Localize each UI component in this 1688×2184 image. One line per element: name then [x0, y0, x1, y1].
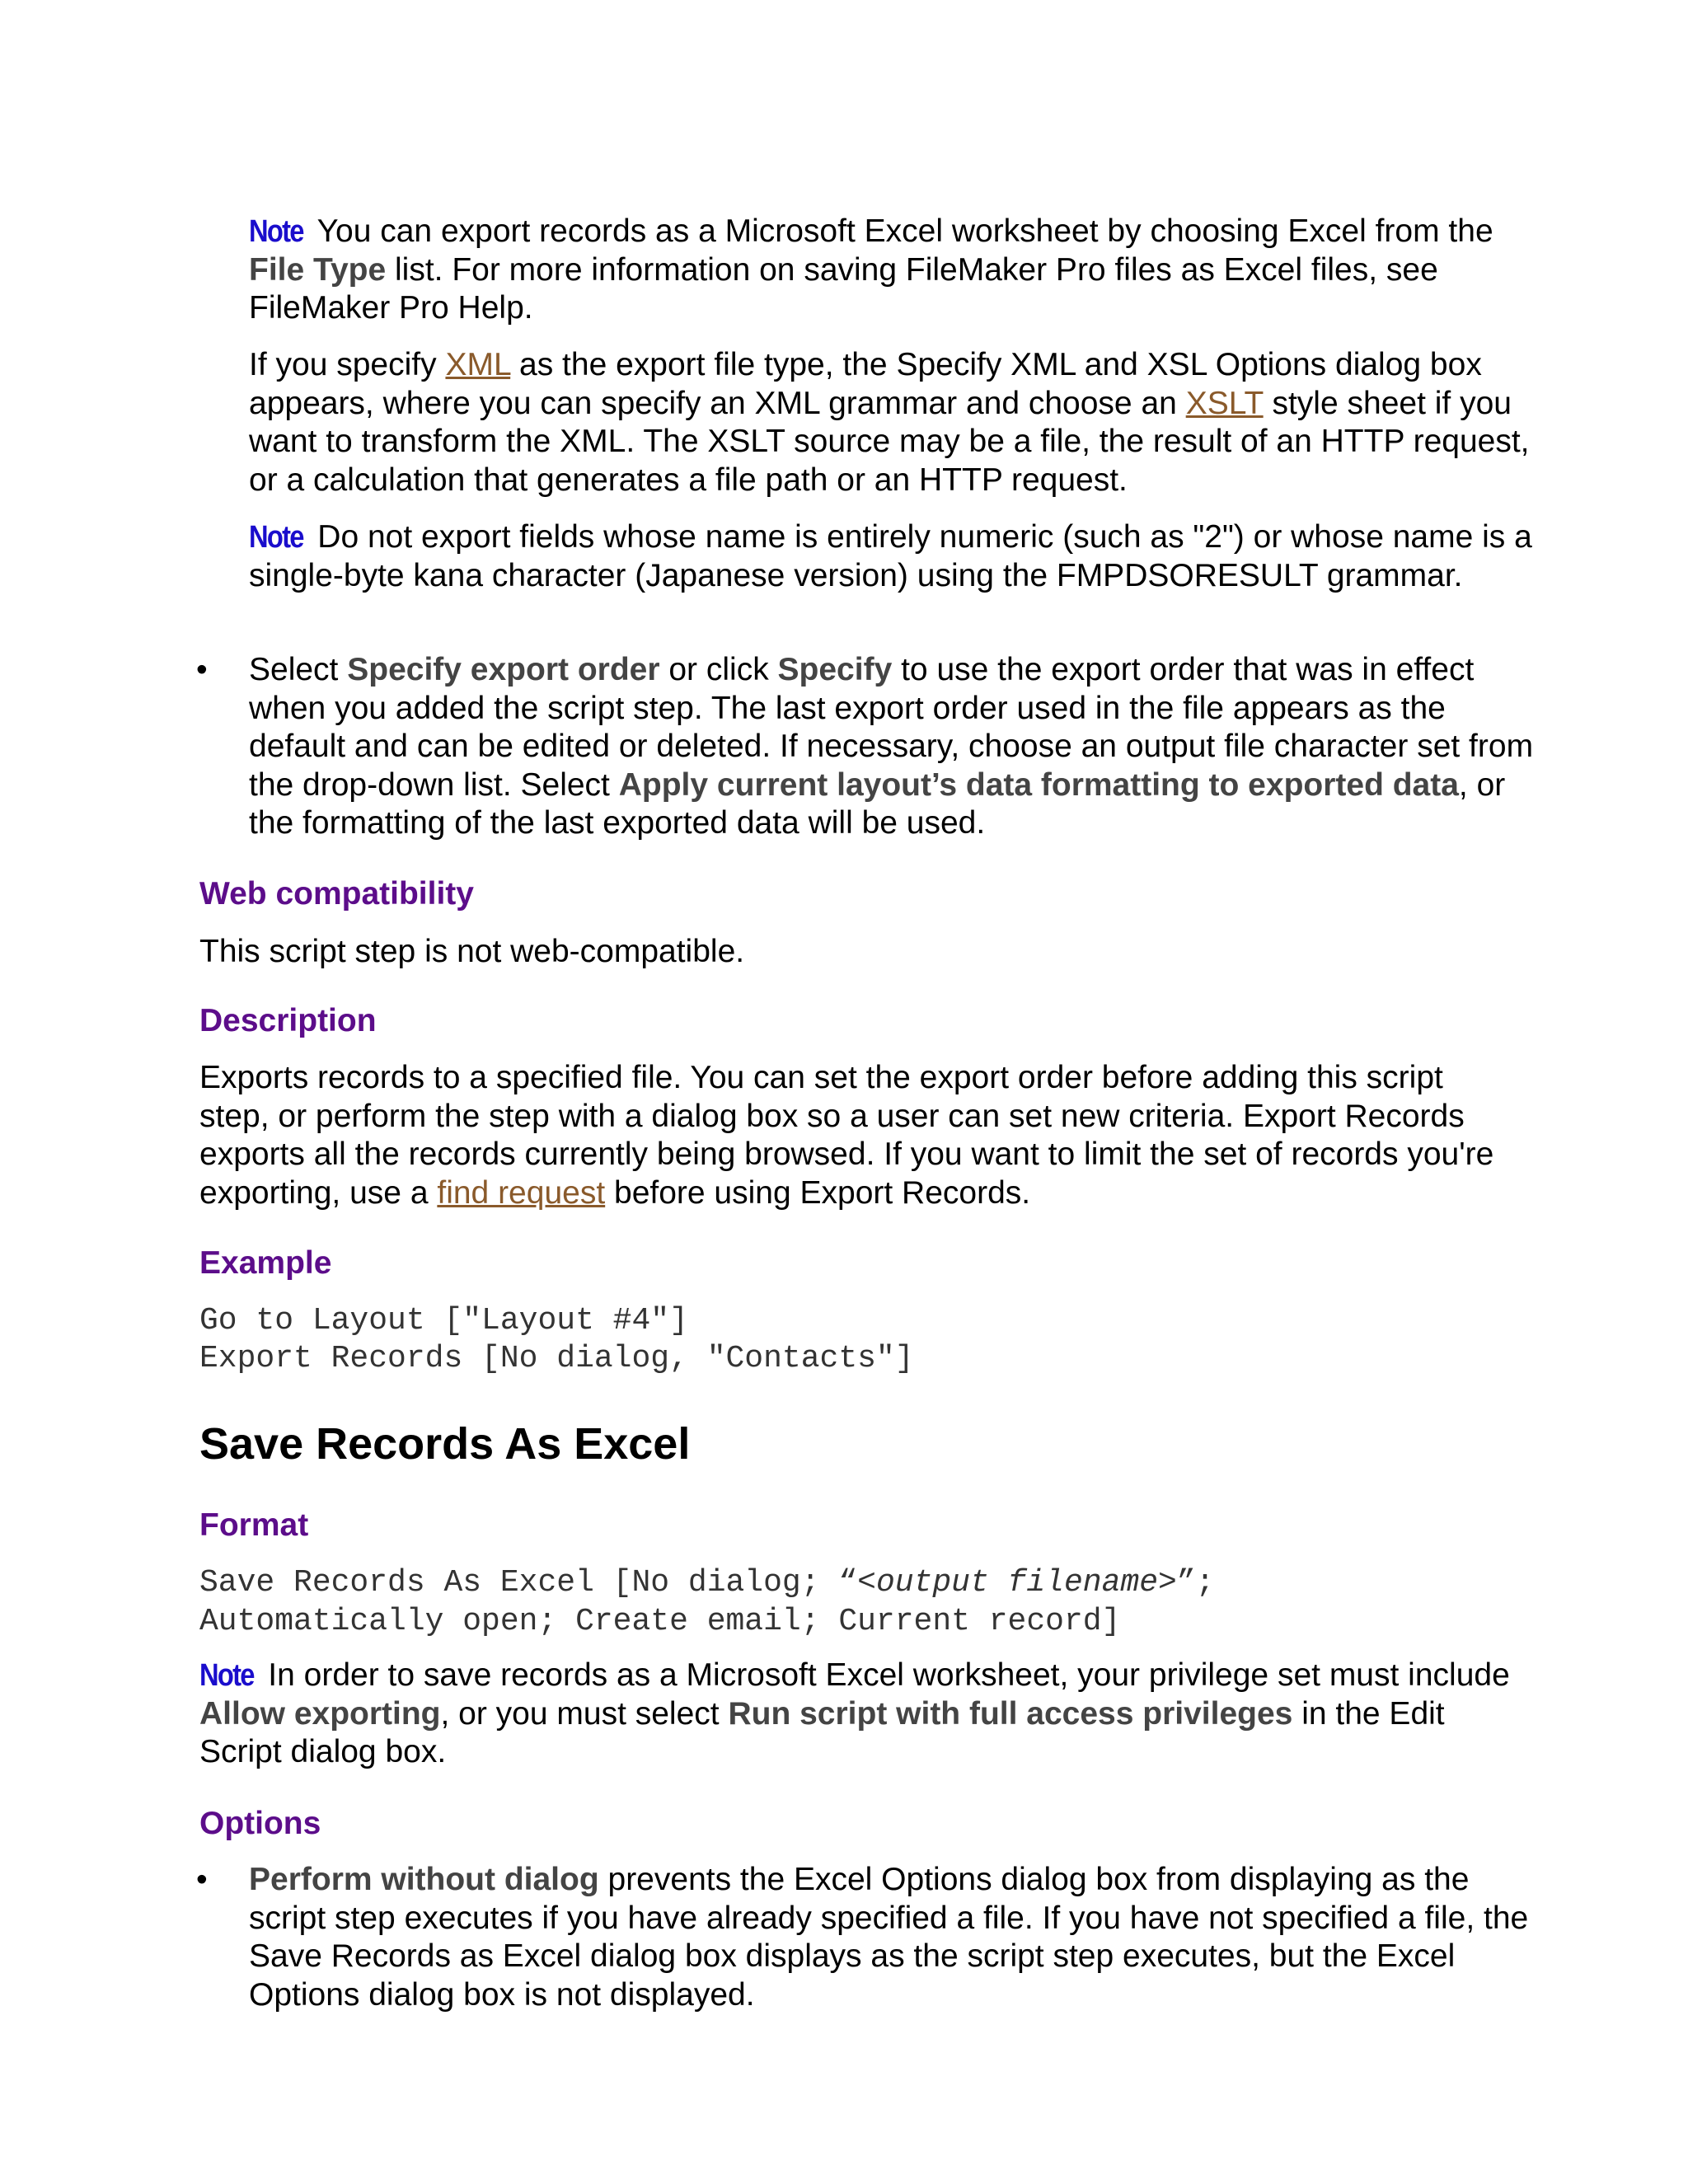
note-label: Note: [249, 520, 303, 555]
note-paragraph: [199, 1657, 1518, 1772]
description-heading: Description: [199, 1003, 377, 1038]
file-type-term: File Type: [249, 251, 387, 288]
code-placeholder: <output filename>: [857, 1565, 1177, 1601]
paragraph-text: , or the formatting of the last exported data will be used.: [249, 766, 1506, 841]
paragraph-text: prevents the Excel Options dialog box from displaying as the script step executes if you have already specified a file. If you have not specified a file, the Save Records as Excel dialog box displays as the script step executes, but the Excel Options dialog box is not displayed.: [249, 1862, 1529, 2013]
paragraph-text: If you specify: [249, 347, 446, 382]
find-request-link[interactable]: find request: [437, 1174, 606, 1211]
perform-without-dialog-term: Perform without dialog: [249, 1862, 599, 1897]
specify-export-order-term: Specify export order: [347, 652, 660, 687]
note-text: In order to save records as a Microsoft Excel worksheet, your privilege set must include: [259, 1657, 1510, 1693]
web-compatibility-heading: Web compatibility: [199, 876, 474, 912]
paragraph-text: Select: [249, 652, 348, 687]
allow-exporting-term: Allow exporting: [199, 1695, 441, 1732]
bullet-paragraph: [249, 651, 1535, 843]
format-code-line: [199, 1564, 1214, 1603]
note-text: in the Edit Script dialog box.: [199, 1695, 1445, 1769]
note-text: list. For more information on saving FileMaker Pro files as Excel files, see FileMaker Pro Help.: [249, 251, 1438, 326]
example-heading: Example: [199, 1245, 332, 1281]
format-code-line: Automatically open; Create email; Current record]: [199, 1604, 1121, 1639]
run-script-term: Run script with full access privileges: [728, 1695, 1293, 1732]
paragraph-text: style sheet if you want to transform the XML. The XSLT source may be a file, the result of an HTTP request, or a calculation that generates a file path or an HTTP request.: [249, 385, 1530, 498]
paragraph-text: as the export file type, the Specify XML and XSL Options dialog box appears, where you can specify an XML grammar and choose an: [249, 347, 1482, 421]
web-compatibility-text: This script step is not web-compatible.: [199, 934, 745, 969]
specify-term: Specify: [777, 652, 893, 687]
description-paragraph: [199, 1059, 1502, 1212]
note-label: Note: [199, 1658, 254, 1693]
xslt-link[interactable]: XSLT: [1185, 385, 1264, 421]
xml-link[interactable]: XML: [445, 347, 511, 382]
xml-paragraph: [249, 346, 1535, 499]
options-heading: Options: [199, 1806, 321, 1841]
paragraph-text: to use the export order that was in effect when you added the script step. The last export order used in the file appears as the default and can be edited or deleted. If necessary, choose an output file character set from the drop-down list. Select: [249, 652, 1534, 803]
bullet-marker: •: [196, 1862, 208, 1897]
paragraph-text: Exports records to a specified file. You can set the export order before adding this script step, or perform the step with a dialog box so a user can set new criteria. Export Records exports all the records currently being browsed. If you want to limit the set of records you're exporting, use a: [199, 1060, 1494, 1211]
note-paragraph: [249, 518, 1535, 595]
note-label: Note: [249, 214, 303, 249]
code-text: Save Records As Excel [No dialog; “: [199, 1565, 858, 1601]
note-text: You can export records as a Microsoft Excel worksheet by choosing Excel from the: [308, 213, 1493, 249]
bullet-marker: •: [196, 652, 208, 687]
note-text: Do not export fields whose name is entirely numeric (such as "2") or whose name is a single-byte kana character (Japanese version) using the FMPDSORESULT grammar.: [249, 519, 1532, 593]
note-paragraph: [249, 213, 1535, 328]
apply-formatting-term: Apply current layout’s data formatting to exported data: [618, 766, 1459, 803]
format-heading: Format: [199, 1507, 309, 1543]
paragraph-text: before using Export Records.: [605, 1174, 1031, 1211]
code-text: ”;: [1176, 1565, 1215, 1601]
paragraph-text: or click: [659, 652, 778, 687]
note-text: , or you must select: [440, 1695, 729, 1732]
example-code-line: Export Records [No dialog, "Contacts"]: [199, 1341, 914, 1376]
options-bullet-paragraph: [249, 1861, 1535, 2014]
section-title: Save Records As Excel: [199, 1419, 691, 1469]
example-code-line: Go to Layout ["Layout #4"]: [199, 1303, 688, 1338]
